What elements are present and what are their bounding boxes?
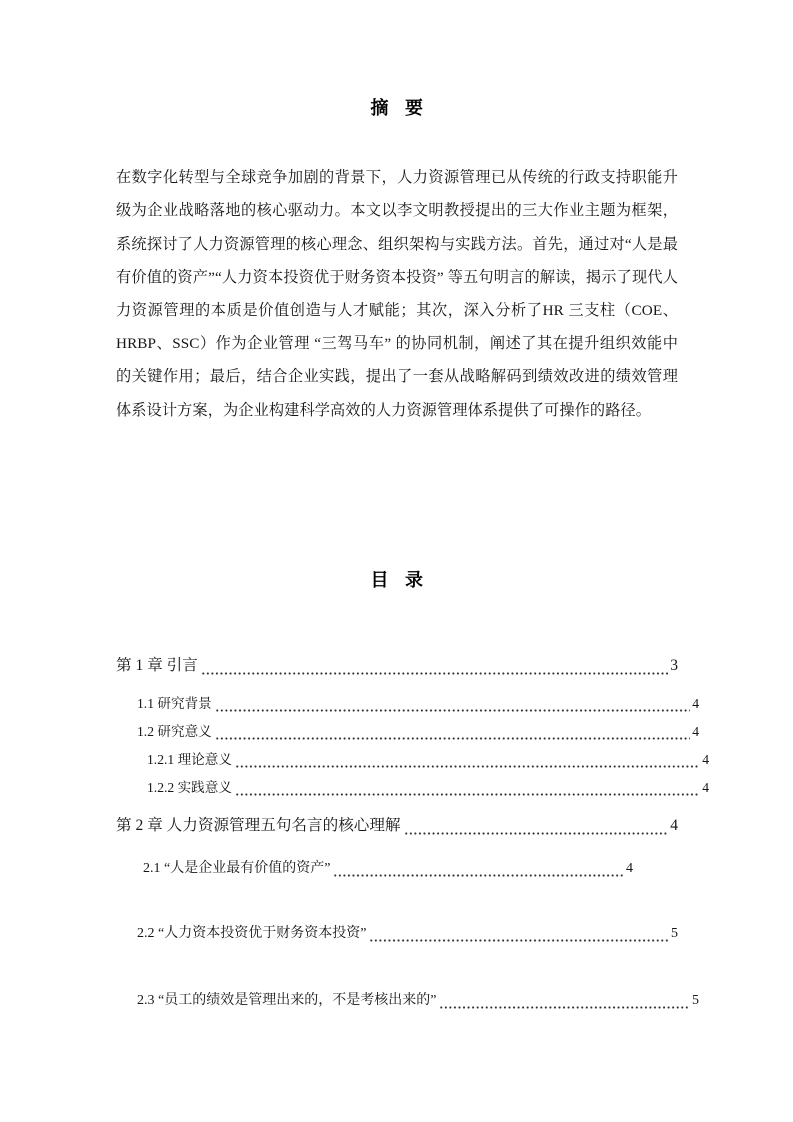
toc-dot-leader — [235, 763, 700, 770]
toc-heading-right: 录 — [405, 570, 424, 590]
toc-entry-2-2[interactable] — [137, 920, 678, 948]
toc-heading-left: 目 — [370, 570, 389, 590]
toc-entry-label: 2.3 “员工的绩效是管理出来的，不是考核出来的” — [137, 993, 437, 1009]
toc-page-number: 3 — [670, 657, 678, 675]
abstract-heading — [116, 96, 678, 121]
toc-dot-leader — [215, 735, 690, 742]
toc-page-number: 5 — [671, 926, 678, 942]
toc-entry-1-2-1[interactable] — [147, 746, 709, 774]
toc-dot-leader — [404, 830, 669, 837]
toc-row-spacer — [116, 681, 678, 690]
toc-entry-label: 1.1 研究背景 — [137, 696, 212, 712]
toc-entry-chapter-2[interactable] — [116, 811, 678, 841]
toc-page-number: 4 — [626, 861, 633, 877]
toc-page-number: 5 — [692, 993, 699, 1009]
toc-entry-label: 1.2.2 实践意义 — [147, 780, 232, 796]
toc-page-number: 4 — [692, 696, 699, 712]
table-of-contents — [116, 568, 709, 1015]
toc-entry-label: 第 1 章 引言 — [116, 657, 198, 675]
abstract-section — [116, 96, 678, 427]
abstract-heading-right: 要 — [405, 98, 424, 118]
toc-entry-list — [116, 651, 709, 1015]
toc-dot-leader — [439, 1004, 690, 1011]
abstract-heading-left: 摘 — [370, 98, 389, 118]
toc-dot-leader — [215, 707, 690, 714]
toc-entry-label: 2.1 “人是企业最有价值的资产” — [143, 861, 331, 877]
toc-row-spacer — [116, 841, 678, 855]
toc-page-number: 4 — [692, 724, 699, 740]
toc-page-number: 4 — [670, 817, 678, 835]
toc-entry-2-1[interactable] — [143, 855, 633, 883]
toc-row-spacer — [116, 948, 678, 987]
toc-entry-2-3[interactable] — [137, 987, 699, 1015]
toc-dot-leader — [369, 937, 669, 944]
toc-row-spacer — [116, 802, 678, 811]
toc-entry-1-2-2[interactable] — [147, 774, 709, 802]
toc-entry-1-2[interactable] — [137, 718, 699, 746]
toc-entry-label: 2.2 “人力资本投资优于财务资本投资” — [137, 926, 367, 942]
toc-entry-label: 第 2 章 人力资源管理五句名言的核心理解 — [116, 817, 401, 835]
toc-page-number: 4 — [702, 752, 709, 768]
toc-page-number: 4 — [702, 780, 709, 796]
toc-entry-label: 1.2.1 理论意义 — [147, 752, 232, 768]
toc-entry-label: 1.2 研究意义 — [137, 724, 212, 740]
toc-entry-1-1[interactable] — [137, 690, 699, 718]
toc-dot-leader — [333, 872, 624, 879]
abstract-body-text: 在数字化转型与全球竞争加剧的背景下，人力资源管理已从传统的行政支持职能升级为企业战略落地的核心驱动力。本文以李文明教授提出的三大作业主题为框架，系统探讨了人力资源管理的核心理念、组织架构与实践方法。首先，通过对“人是最有价值的资产”“人力资本投资优于财务资本投资” 等五句明言的解读，揭示了现代人力资源管理的本质是价值创造与人才赋能；其次，深入分析了HR 三支柱（COE、HRBP、SSC）作为企业管理 “三驾马车” 的协同机制，阐述了其在提升组织效能中的关键作用；最后，结合企业实践，提出了一套从战略解码到绩效改进的绩效管理体系设计方案，为企业构建科学高效的人力资源管理体系提供了可操作的路径。 — [116, 169, 678, 419]
toc-heading — [116, 568, 678, 593]
toc-dot-leader — [201, 670, 668, 677]
toc-entry-chapter-1[interactable] — [116, 651, 678, 681]
toc-row-spacer — [116, 883, 678, 920]
toc-dot-leader — [235, 791, 700, 798]
